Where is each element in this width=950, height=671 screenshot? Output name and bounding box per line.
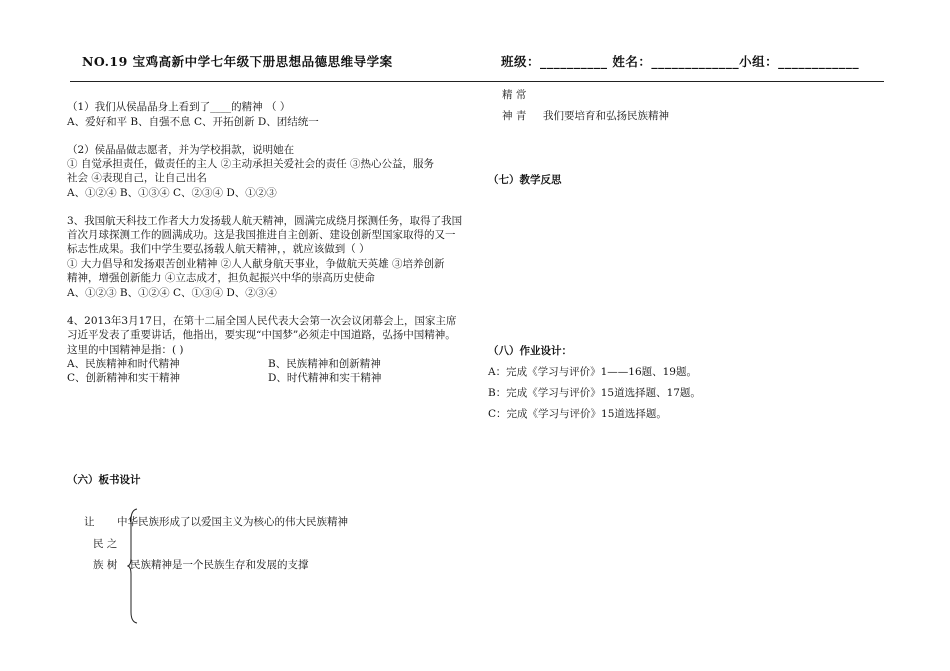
board-continuation-top: 精 常 xyxy=(502,89,527,101)
q3-line3: 标志性成果。我们中学生要弘扬载人航天精神，，就应该做到（ ） xyxy=(67,243,370,255)
q3-line4: ① 大力倡导和发扬艰苦创业精神 ②人人献身航天事业，争做航天英雄 ③培养创新 xyxy=(67,258,445,270)
board-column-3: 族 树 xyxy=(93,559,118,571)
q4-line1: 4、2013年3月17日，在第十二届全国人民代表大会第一次会议闭幕会上，国家主席 xyxy=(67,315,457,327)
board-column-2: 民 之 xyxy=(93,538,118,550)
homework-heading: （八）作业设计： xyxy=(488,345,572,357)
board-column-1: 让 xyxy=(84,516,95,528)
homework-item-b: B：完成《学习与评价》15道选择题、17题。 xyxy=(488,387,701,399)
document-title: NO.19 宝鸡高新中学七年级下册思想品德思维导学案 xyxy=(82,54,393,69)
homework-item-c: C：完成《学习与评价》15道选择题。 xyxy=(488,408,667,420)
q4-option-b: B、民族精神和创新精神 xyxy=(268,358,381,370)
reflection-heading: （七）教学反思 xyxy=(488,174,562,186)
q1-options: A、爱好和平 B、自强不息 C、开拓创新 D、团结统一 xyxy=(67,116,319,128)
board-continuation-text: 我们要培育和弘扬民族精神 xyxy=(543,110,669,122)
board-design-heading: （六）板书设计 xyxy=(67,474,141,486)
q3-line5: 精神，增强创新能力 ④立志成才，担负起振兴中华的崇高历史使命 xyxy=(67,272,375,284)
header-divider xyxy=(70,81,884,82)
q4-line2: 习近平发表了重要讲话，他指出，要实现“中国梦”必须走中国道路，弘扬中国精神。 xyxy=(67,329,456,341)
homework-item-a: A：完成《学习与评价》1——16题、19题。 xyxy=(488,366,697,378)
q3-line2: 首次月球探测工作的圆满成功。这是我国推进自主创新、建设创新型国家取得的又一 xyxy=(67,229,456,241)
q3-options: A、①②③ B、①②④ C、①③④ D、②③④ xyxy=(67,287,277,299)
q2-stem: （2）侯晶晶做志愿者，并为学校捐款，说明她在 xyxy=(67,144,295,156)
q2-choices-line1: ① 自觉承担责任，做责任的主人 ②主动承担关爱社会的责任 ③热心公益，服务 xyxy=(67,158,435,170)
board-line-2: 民族精神是一个民族生存和发展的支撑 xyxy=(130,559,309,571)
q4-option-c: C、创新精神和实干精神 xyxy=(67,372,181,384)
q3-line1: 3、我国航天科技工作者大力发扬载人航天精神，圆满完成绕月探测任务，取得了我国 xyxy=(67,215,463,227)
board-continuation-label: 神 青 xyxy=(502,110,527,122)
q4-option-d: D、时代精神和实干精神 xyxy=(268,372,382,384)
q1-stem: （1）我们从侯晶晶身上看到了____的精神 （ ） xyxy=(67,101,291,113)
board-line-1: 中华民族形成了以爱国主义为核心的伟大民族精神 xyxy=(117,516,348,528)
student-info-fields: 班级：__________ 姓名：_____________小组：____________ xyxy=(501,54,860,69)
q4-option-a: A、民族精神和时代精神 xyxy=(67,358,180,370)
q2-options: A、①②④ B、①③④ C、②③④ D、①②③ xyxy=(67,187,277,199)
q4-line3: 这里的中国精神是指：( ) xyxy=(67,344,184,356)
q2-choices-line2: 社会 ④表现自己，让自己出名 xyxy=(67,172,207,184)
